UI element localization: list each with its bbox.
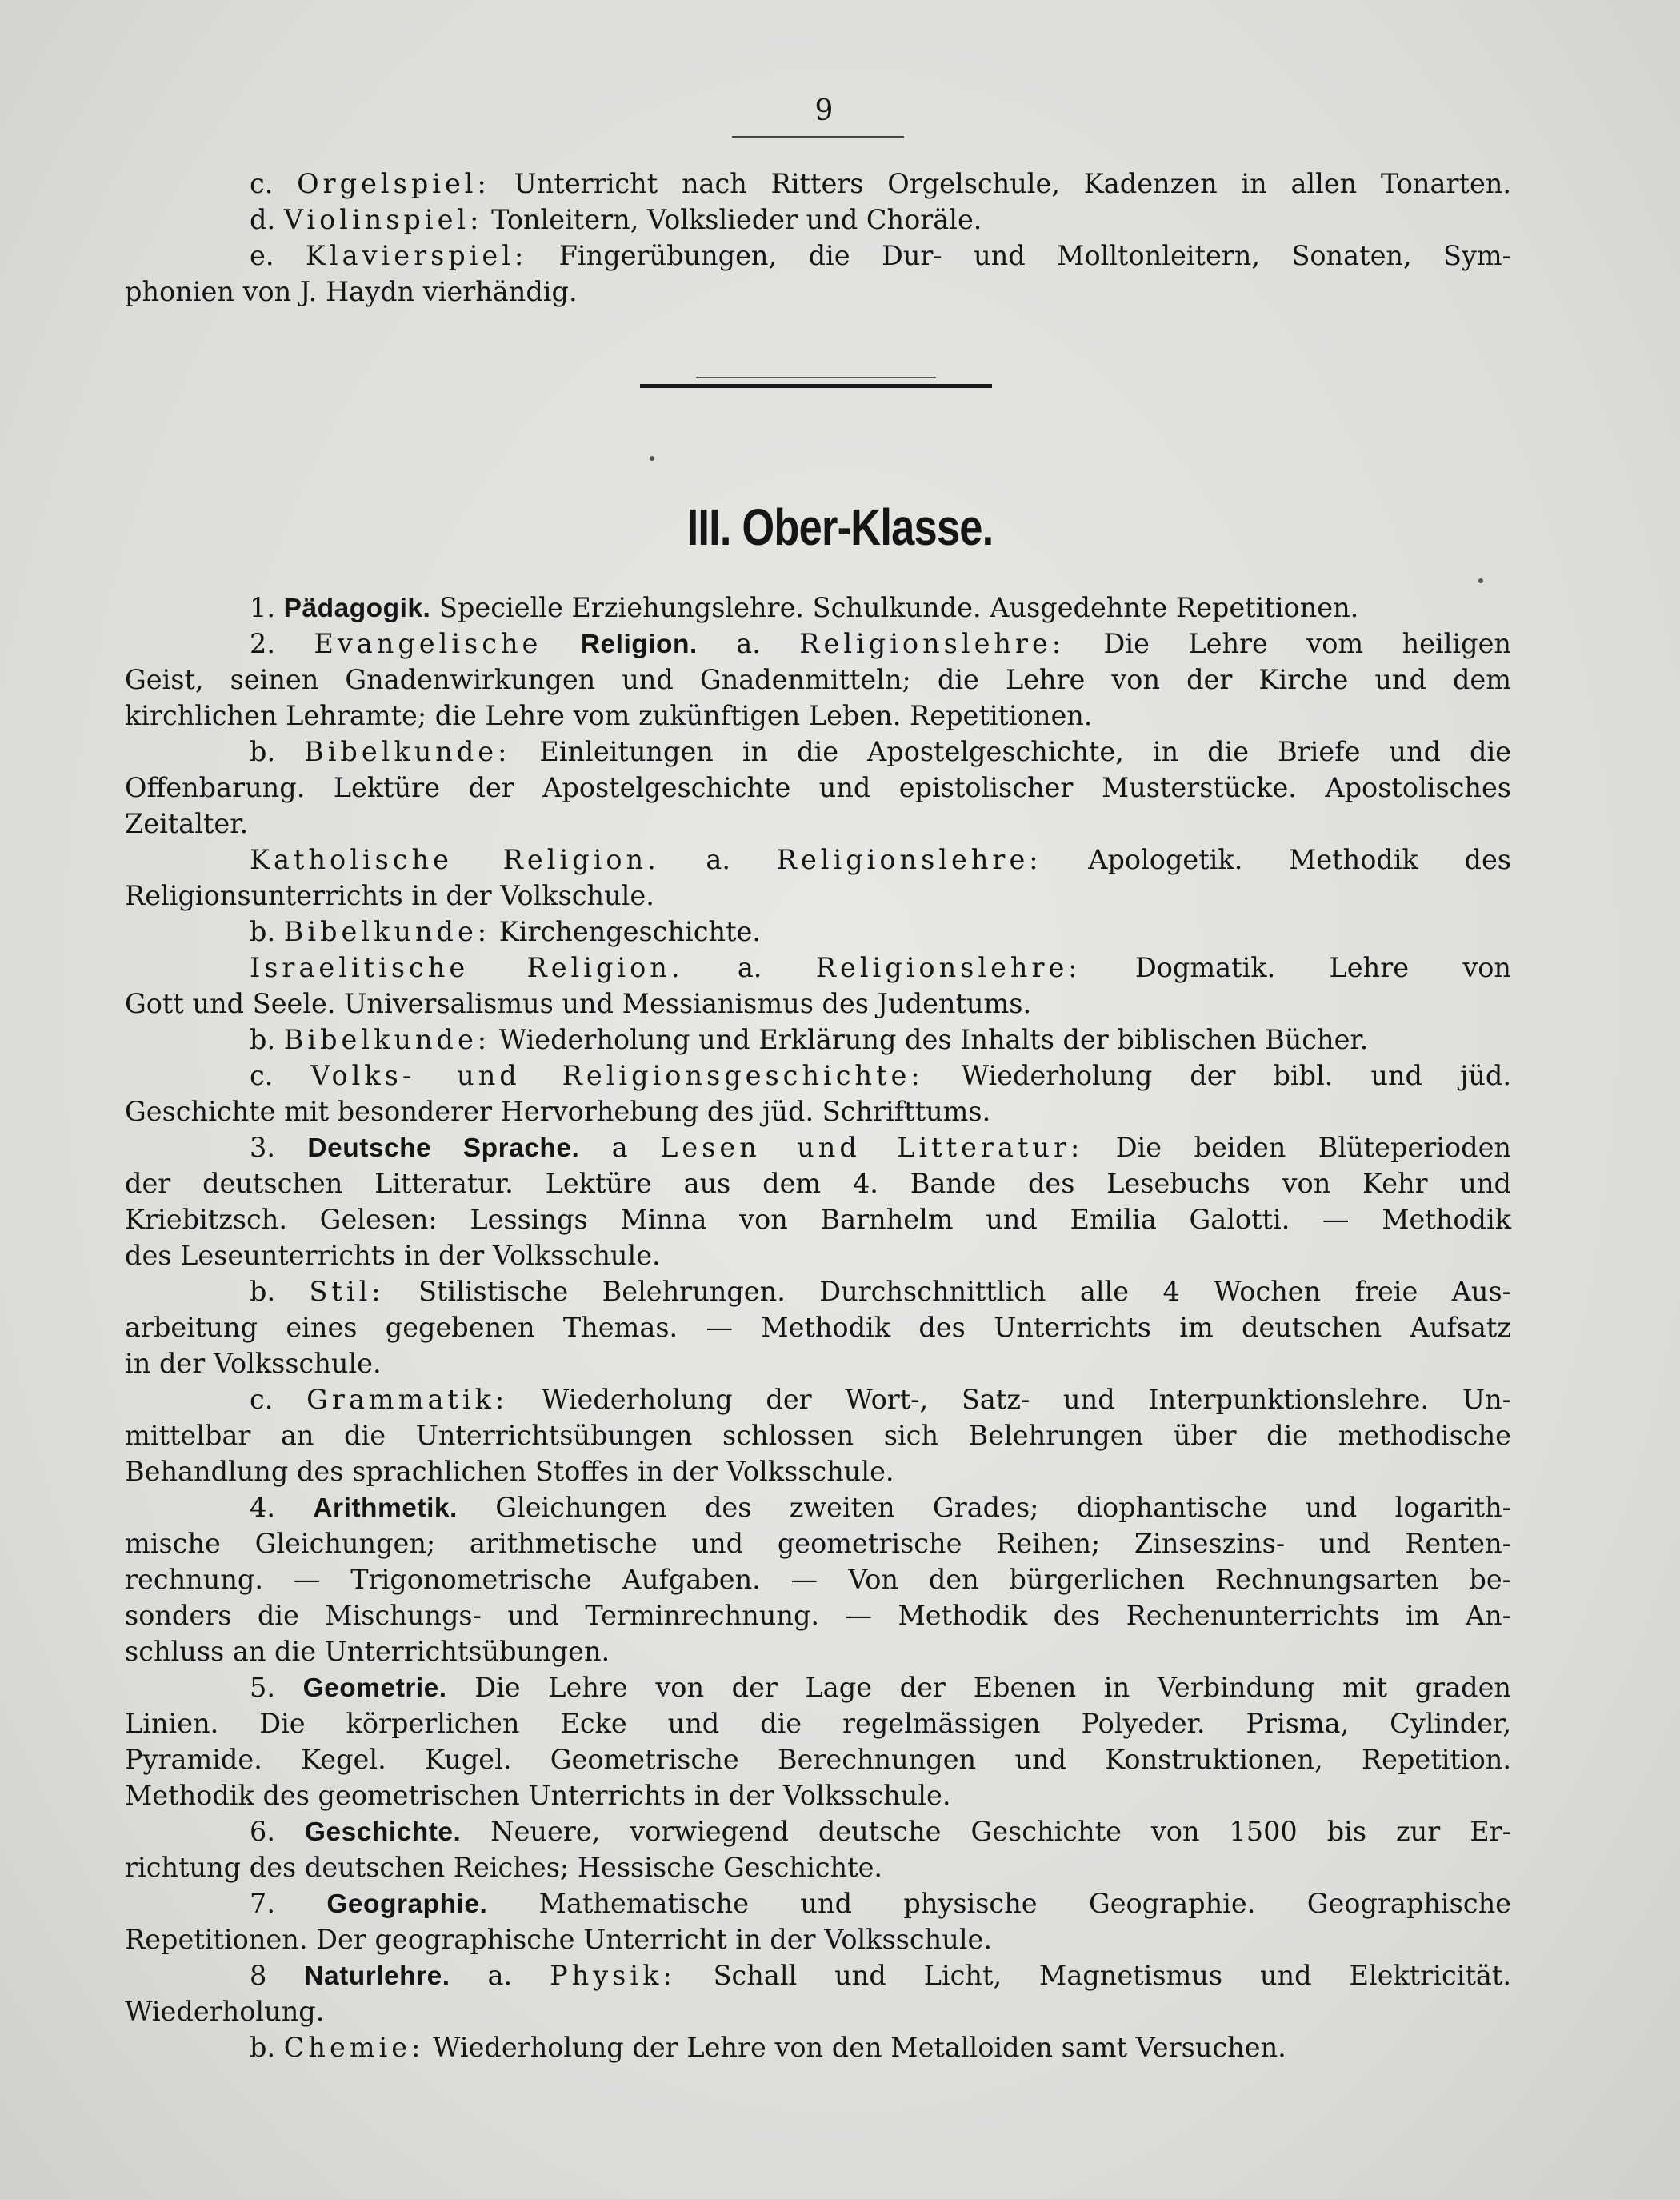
text-line	[250, 1382, 1511, 1417]
spaced-term: Evangelische	[314, 628, 542, 659]
text-segment: c.	[250, 1060, 311, 1091]
spaced-term: Grammatik:	[306, 1384, 509, 1415]
spaced-term: Violinspiel:	[283, 204, 483, 235]
text-line	[125, 1094, 1511, 1129]
text-segment: e.	[250, 240, 306, 271]
text-segment: Schall und Licht, Magnetismus und Elektricität.	[675, 1960, 1512, 1991]
text-line	[250, 1670, 1511, 1705]
text-segment: 5.	[250, 1672, 303, 1703]
text-segment: Einleitungen in die Apostelgeschichte, in die Briefe und die	[510, 736, 1511, 767]
text-segment: Apologetik. Methodik des	[1042, 844, 1511, 875]
page-number-rule	[732, 136, 904, 138]
text-line	[250, 1058, 1511, 1094]
text-line	[125, 1706, 1511, 1741]
text-segment: Mathematische und physische Geographie. Geographische	[487, 1888, 1511, 1919]
text-segment: Behandlung des sprachlichen Stoffes in der Volksschule.	[125, 1456, 894, 1487]
text-line	[125, 1418, 1511, 1453]
text-line	[125, 1238, 1511, 1273]
text-line	[125, 1310, 1511, 1345]
text-segment: Methodik des geometrischen Unterrichts in der Volksschule.	[125, 1780, 951, 1811]
text-segment: a.	[697, 628, 800, 659]
spaced-term: Lesen und Litteratur:	[660, 1132, 1084, 1163]
text-segment: b.	[250, 916, 284, 947]
text-line	[125, 1526, 1511, 1561]
text-line	[125, 274, 1511, 310]
text-segment: d.	[250, 204, 284, 235]
spaced-term: Israelitische Religion.	[250, 952, 684, 983]
spaced-term: Religionslehre:	[799, 628, 1066, 659]
text-segment: b.	[250, 1024, 284, 1055]
text-segment: Stilistische Belehrungen. Durchschnittlich alle 4 Wochen freie Aus-	[384, 1276, 1511, 1307]
spaced-term: Volks- und Religionsgeschichte:	[310, 1060, 924, 1091]
text-segment: a	[579, 1132, 661, 1163]
spaced-term: Katholische Religion.	[250, 844, 660, 875]
text-line	[125, 806, 1511, 842]
subject-heading: Geographie.	[326, 1889, 488, 1919]
section-separator-thin	[696, 377, 936, 378]
text-segment: 8	[250, 1960, 305, 1991]
section-separator	[640, 384, 992, 388]
text-segment: Kirchengeschichte.	[490, 916, 762, 947]
text-line	[125, 1778, 1511, 1813]
text-segment: 1.	[250, 592, 284, 623]
text-segment: Gott und Seele. Universalismus und Messianismus des Judentums.	[125, 988, 1032, 1019]
text-segment: phonien von J. Haydn vierhändig.	[125, 276, 578, 307]
text-line	[125, 1346, 1511, 1381]
text-segment: Linien. Die körperlichen Ecke und die regelmässigen Polyeder. Prisma, Cylinder,	[125, 1708, 1511, 1739]
text-segment: mische Gleichungen; arithmetische und geometrische Reihen; Zinseszins- und Renten-	[125, 1528, 1511, 1559]
text-line	[125, 1202, 1511, 1237]
text-line	[125, 1742, 1511, 1777]
subject-heading: Arithmetik.	[313, 1493, 458, 1523]
text-line	[250, 950, 1511, 986]
subject-heading: Deutsche Sprache.	[307, 1133, 580, 1163]
text-line	[125, 662, 1511, 698]
print-speck	[650, 456, 654, 461]
spaced-term: Stil:	[309, 1276, 385, 1307]
text-segment: Wiederholung der bibl. und jüd.	[923, 1060, 1511, 1091]
text-segment: Wiederholung der Wort-, Satz- und Interpunktionslehre. Un-	[508, 1384, 1511, 1415]
text-segment: rechnung. — Trigonometrische Aufgaben. — Von den bürgerlichen Rechnungsarten be-	[125, 1564, 1511, 1595]
text-segment: Wiederholung.	[125, 1996, 325, 2027]
spaced-term: Bibelkunde:	[283, 916, 491, 947]
text-segment: Dogmatik. Lehre von	[1081, 952, 1512, 983]
section-title: III. Ober-Klasse.	[686, 498, 994, 556]
page-number: 9	[814, 94, 834, 127]
text-line	[125, 986, 1511, 1022]
text-line	[250, 1022, 1511, 1058]
text-segment: c.	[250, 1384, 307, 1415]
text-line	[250, 1130, 1511, 1165]
text-segment: Wiederholung der Lehre von den Metalloiden samt Versuchen.	[424, 2032, 1286, 2063]
text-segment: Repetitionen. Der geographische Unterricht in der Volksschule.	[125, 1924, 993, 1955]
text-line	[250, 1490, 1511, 1525]
text-segment: 2.	[250, 628, 314, 659]
text-segment: Die Lehre von der Lage der Ebenen in Verbindung mit graden	[446, 1672, 1511, 1703]
subject-heading: Naturlehre.	[304, 1961, 450, 1991]
text-segment: in der Volksschule.	[125, 1348, 382, 1379]
spaced-term: Religionslehre:	[776, 844, 1042, 875]
text-line	[125, 1454, 1511, 1489]
text-segment: 7.	[250, 1888, 327, 1919]
text-line	[250, 2030, 1511, 2065]
spaced-term: Religionslehre:	[815, 952, 1082, 983]
text-segment: der deutschen Litteratur. Lektüre aus dem 4. Bande des Lesebuchs von Kehr und	[125, 1168, 1511, 1199]
subject-heading: Geschichte.	[304, 1817, 462, 1847]
text-line	[250, 238, 1511, 274]
text-segment: Die Lehre vom heiligen	[1065, 628, 1511, 659]
subject-heading: Geometrie.	[302, 1673, 447, 1703]
text-segment: 3.	[250, 1132, 308, 1163]
text-segment: b.	[250, 1276, 310, 1307]
text-line	[250, 166, 1511, 202]
text-line	[125, 698, 1511, 734]
print-speck	[1478, 578, 1483, 583]
text-segment: richtung des deutschen Reiches; Hessische Geschichte.	[125, 1852, 883, 1883]
text-line	[250, 1814, 1511, 1849]
text-segment: sonders die Mischungs- und Terminrechnung. — Methodik des Rechenunterrichts im An-	[125, 1600, 1511, 1631]
text-line	[125, 1994, 1511, 2029]
text-line	[250, 590, 1511, 626]
text-line	[250, 734, 1511, 770]
spaced-term: Physik:	[550, 1960, 676, 1991]
text-segment: Offenbarung. Lektüre der Apostelgeschichte und epistolischer Musterstücke. Apostolisches	[125, 772, 1511, 803]
text-segment: Zeitalter.	[125, 808, 249, 839]
text-segment: Unterricht nach Ritters Orgelschule, Kadenzen in allen Tonarten.	[490, 168, 1511, 199]
subject-heading: Religion.	[580, 630, 698, 659]
text-line	[250, 1958, 1511, 1993]
text-segment: b.	[250, 736, 305, 767]
text-segment: Specielle Erziehungslehre. Schulkunde. Ausgedehnte Repetitionen.	[430, 592, 1359, 623]
spaced-term: Chemie:	[283, 2032, 425, 2063]
text-line	[125, 1166, 1511, 1201]
text-segment: schluss an die Unterrichtsübungen.	[125, 1636, 610, 1667]
text-segment: Religionsunterrichts in der Volkschule.	[125, 880, 654, 911]
text-segment: Die beiden Blüteperioden	[1083, 1132, 1511, 1163]
text-line	[250, 626, 1511, 662]
text-segment: Gleichungen des zweiten Grades; diophantische und logarith-	[457, 1492, 1511, 1523]
text-segment: kirchlichen Lehramte; die Lehre vom zukünftigen Leben. Repetitionen.	[125, 700, 1093, 731]
text-segment: c.	[250, 168, 298, 199]
text-segment	[542, 628, 580, 659]
text-segment: b.	[250, 2032, 284, 2063]
subject-heading: Pädagogik.	[283, 594, 431, 623]
text-segment: Tonleitern, Volkslieder und Choräle.	[482, 204, 982, 235]
text-segment: Fingerübungen, die Dur- und Molltonleitern, Sonaten, Sym-	[527, 240, 1511, 271]
text-segment: des Leseunterrichts in der Volksschule.	[125, 1240, 661, 1271]
text-segment: mittelbar an die Unterrichtsübungen schlossen sich Belehrungen über die methodische	[125, 1420, 1511, 1451]
text-segment: arbeitung eines gegebenen Themas. — Methodik des Unterrichts im deutschen Aufsatz	[125, 1312, 1511, 1343]
text-line	[125, 1850, 1511, 1885]
spaced-term: Orgelspiel:	[297, 168, 490, 199]
text-line	[250, 1886, 1511, 1921]
text-line	[250, 842, 1511, 878]
spaced-term: Klavierspiel:	[305, 240, 528, 271]
text-segment: Wiederholung und Erklärung des Inhalts der biblischen Bücher.	[490, 1024, 1369, 1055]
text-line	[125, 770, 1511, 806]
text-segment: Neuere, vorwiegend deutsche Geschichte von 1500 bis zur Er-	[461, 1816, 1511, 1847]
text-line	[125, 1634, 1511, 1669]
text-line	[250, 914, 1511, 950]
text-line	[125, 1598, 1511, 1633]
text-segment: a.	[450, 1960, 550, 1991]
spaced-term: Bibelkunde:	[283, 1024, 491, 1055]
text-segment: Geist, seinen Gnadenwirkungen und Gnadenmitteln; die Lehre von der Kirche und dem	[125, 664, 1511, 695]
text-segment: Geschichte mit besonderer Hervorhebung des jüd. Schrifttums.	[125, 1096, 991, 1127]
text-segment: a.	[683, 952, 816, 983]
spaced-term: Bibelkunde:	[304, 736, 511, 767]
text-segment: Pyramide. Kegel. Kugel. Geometrische Berechnungen und Konstruktionen, Repetition.	[125, 1744, 1511, 1775]
text-line	[125, 878, 1511, 914]
text-segment: 6.	[250, 1816, 305, 1847]
text-segment: 4.	[250, 1492, 314, 1523]
text-segment: Kriebitzsch. Gelesen: Lessings Minna von Barnhelm und Emilia Galotti. — Methodik	[125, 1204, 1511, 1235]
text-line	[125, 1922, 1511, 1957]
text-line	[250, 202, 1511, 238]
text-line	[250, 1274, 1511, 1309]
text-line	[125, 1562, 1511, 1597]
text-segment: a.	[659, 844, 777, 875]
